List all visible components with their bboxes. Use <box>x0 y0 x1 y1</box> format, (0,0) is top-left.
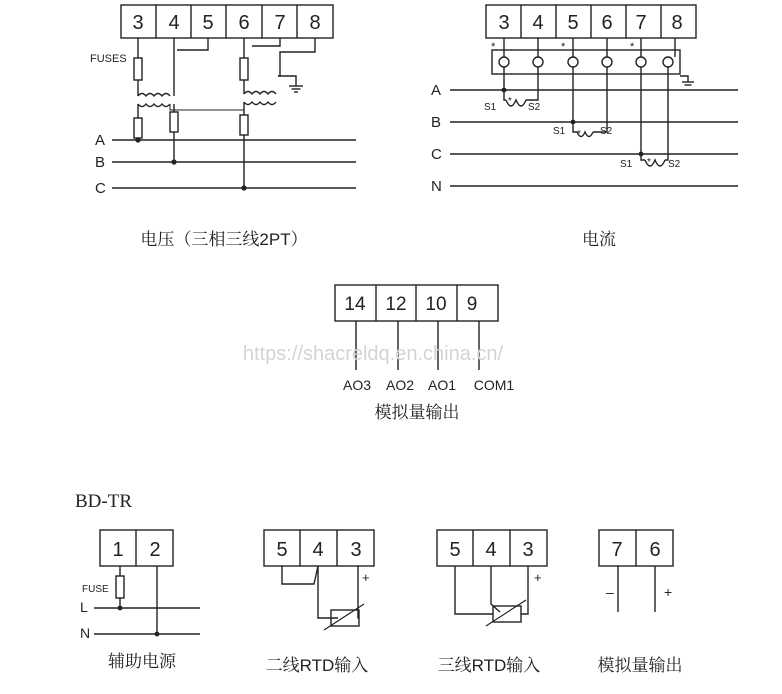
voltage-phase-b-label: B <box>95 154 106 171</box>
voltage-terminal-6: 6 <box>238 12 250 34</box>
ct-a-s1-label: S1 <box>484 102 497 113</box>
voltage-terminal-4: 4 <box>168 12 180 34</box>
current-terminal-6: 6 <box>601 12 613 34</box>
aux-power-diagram <box>94 530 200 634</box>
current-phase-a-label: A <box>431 82 442 99</box>
aux-terminal-2: 2 <box>149 539 161 561</box>
voltage-terminal-5: 5 <box>202 12 214 34</box>
ct-c-s1-label: S1 <box>620 159 633 170</box>
current-neutral-label: N <box>431 178 442 195</box>
voltage-fuse-c <box>240 115 248 135</box>
ao3-label: AO3 <box>342 377 372 393</box>
current-terminal-4: 4 <box>532 12 544 34</box>
current-terminal-3: 3 <box>498 12 510 34</box>
ao-bottom-minus-label: – <box>606 584 614 600</box>
ao-bottom-terminal-6: 6 <box>649 539 661 561</box>
voltage-fuses-label: FUSES <box>90 53 127 65</box>
ao1-label: AO1 <box>427 377 457 393</box>
current-terminal-7: 7 <box>635 12 647 34</box>
rtd3-terminal-5: 5 <box>449 539 461 561</box>
rtd3-sensor <box>493 606 521 622</box>
aux-terminal-1: 1 <box>112 539 124 561</box>
ao-bottom-plus-label: + <box>664 584 673 600</box>
ao-top-terminal-9: 9 <box>466 294 478 315</box>
current-phase-c-label: C <box>431 146 442 163</box>
aux-l-label: L <box>80 599 88 615</box>
voltage-phase-c-label: C <box>95 180 106 197</box>
rtd2-plus-label: + <box>362 570 370 585</box>
rtd2-terminal-3: 3 <box>350 539 362 561</box>
current-phase-b-label: B <box>431 114 442 131</box>
svg-text:*: * <box>491 41 496 53</box>
aux-power-caption: 辅助电源 <box>108 652 176 671</box>
rtd3-caption: 三线RTD输入 <box>437 656 541 675</box>
rtd2-caption: 二线RTD输入 <box>265 656 369 675</box>
voltage-fuse-b <box>170 112 178 132</box>
rtd2-terminal-5: 5 <box>276 539 288 561</box>
ct-c-s2-label: S2 <box>668 159 681 170</box>
rtd2-terminal-4: 4 <box>312 539 324 561</box>
ao2-label: AO2 <box>385 377 415 393</box>
com1-label: COM1 <box>473 377 515 393</box>
ct-a-s2-label: S2 <box>528 102 541 113</box>
voltage-fuse-2 <box>240 58 248 80</box>
pt1-primary-coil <box>138 94 170 97</box>
svg-text:*: * <box>630 41 635 53</box>
svg-text:*: * <box>561 41 566 53</box>
voltage-terminal-3: 3 <box>132 12 144 34</box>
svg-text:*: * <box>508 96 512 107</box>
svg-text:*: * <box>647 157 651 168</box>
voltage-fuse-a <box>134 118 142 138</box>
voltage-phase-a-label: A <box>95 132 106 149</box>
ao-top-terminal-10: 10 <box>425 294 447 315</box>
pt2-secondary-coil <box>244 102 276 105</box>
voltage-terminal-7: 7 <box>274 12 286 34</box>
current-terminal-8: 8 <box>671 12 683 34</box>
rtd3-plus-label: + <box>534 570 542 585</box>
current-terminal-5: 5 <box>567 12 579 34</box>
ao-bottom-terminal-7: 7 <box>611 539 623 561</box>
ct-b-s1-label: S1 <box>553 126 566 137</box>
rtd3-terminal-3: 3 <box>522 539 534 561</box>
shorting-strip <box>492 50 680 74</box>
voltage-caption: 电压（三相三线2PT） <box>140 230 308 249</box>
voltage-terminal-block <box>121 5 333 38</box>
ao-top-terminal-14: 14 <box>344 294 366 315</box>
voltage-fuse-1 <box>134 58 142 80</box>
watermark-text: https://shacreldq.en.china.cn/ <box>242 343 504 365</box>
voltage-terminal-8: 8 <box>309 12 321 34</box>
current-caption: 电流 <box>582 230 616 249</box>
ct-b-s2-label: S2 <box>600 126 613 137</box>
model-label: BD-TR <box>75 491 132 512</box>
pt1-secondary-coil <box>138 104 170 107</box>
aux-fuse-label: FUSE <box>82 584 109 595</box>
analog-out-bottom-caption: 模拟量输出 <box>597 656 683 675</box>
svg-text:*: * <box>577 129 581 140</box>
aux-n-label: N <box>80 625 91 641</box>
analog-out-top-caption: 模拟量输出 <box>374 403 460 422</box>
aux-power-fuse <box>116 576 124 598</box>
rtd3-terminal-4: 4 <box>485 539 497 561</box>
current-diagram <box>450 5 738 186</box>
ao-top-terminal-12: 12 <box>385 294 407 315</box>
pt2-primary-coil <box>244 92 276 95</box>
